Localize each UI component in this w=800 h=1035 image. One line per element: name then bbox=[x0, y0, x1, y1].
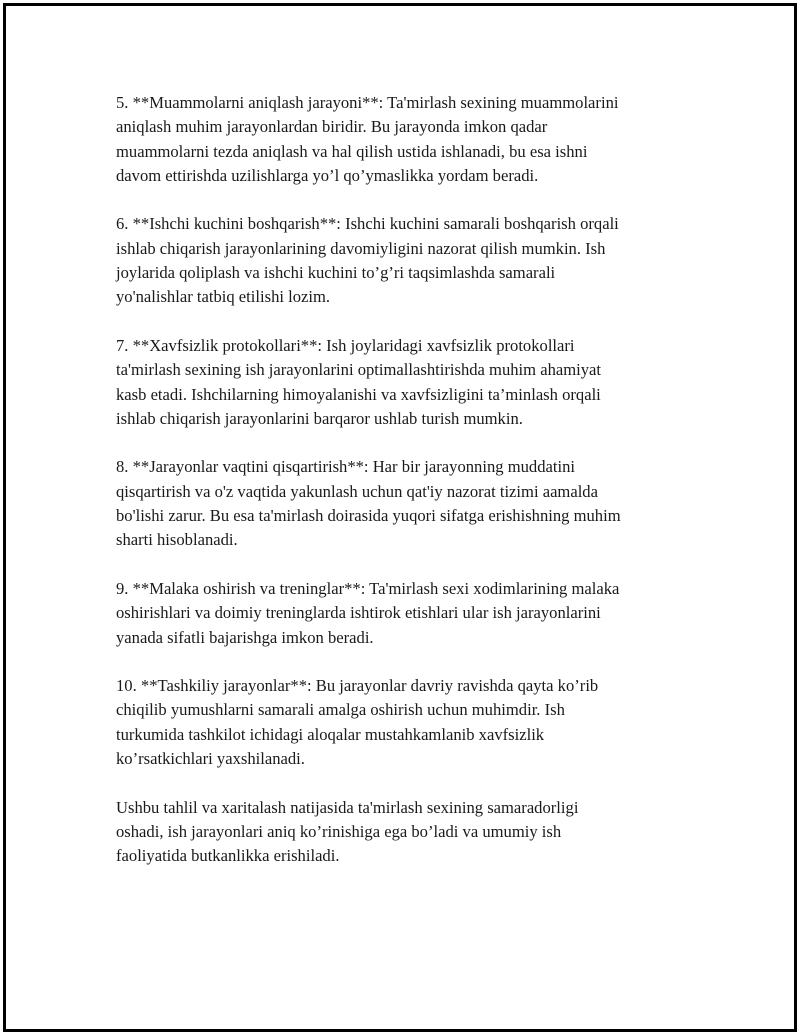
paragraph-item-7: 7. **Xavfsizlik protokollari**: Ish joylaridagi xavfsizlik protokollari ta'mirlash sexining ish jarayonlarini optimallashtirishda muhim ahamiyat kasb etadi. Ishchilarning himoyalanishi va xavfsizligini ta’minlash orqali ishlab chiqarish jarayonlarini barqaror ushlab turish mumkin. bbox=[116, 335, 602, 428]
paragraph-item-10: 10. **Tashkiliy jarayonlar**: Bu jarayonlar davriy ravishda qayta ko’rib chiqilib yumushlarni samarali amalga oshirish uchun muhimdir. Ish turkumida tashkilot ichidagi aloqalar mustahkamlanib xavfsizlik ko’rsatkichlari yaxshilanadi. bbox=[116, 676, 599, 769]
paragraph-item-5: 5. **Muammolarni aniqlash jarayoni**: Ta'mirlash sexining muammolarini aniqlash muhim jarayonlardan biridir. Bu jarayonda imkon qadar muammolarni tezda aniqlash va hal qilish ustida ishlanadi, bu esa ishni davom ettirishda uzilishlarga yo’l qo’ymaslikka yordam beradi. bbox=[116, 93, 619, 185]
paragraph-item-6: 6. **Ishchi kuchini boshqarish**: Ishchi kuchini samarali boshqarish orqali ishlab chiqarish jarayonlarining davomiyligini nazorat qilish mumkin. Ish joylarida qoliplash va ishchi kuchini to’g’ri taqsimlashda samarali yo'nalishlar tatbiq etilishi lozim. bbox=[116, 214, 619, 307]
document-body bbox=[116, 91, 686, 893]
paragraph-conclusion: Ushbu tahlil va xaritalash natijasida ta'mirlash sexining samaradorligi oshadi, ish jarayonlari aniq ko’rinishiga ega bo’ladi va umumiy ish faoliyatida butkanlikka erishiladi. bbox=[116, 797, 579, 866]
paragraph-item-9: 9. **Malaka oshirish va treninglar**: Ta'mirlash sexi xodimlarining malaka oshirishlari va doimiy treninglarda ishtirok etishlari ular ish jarayonlarini yanada sifatli bajarishga imkon beradi. bbox=[116, 578, 620, 647]
paragraph-item-8: 8. **Jarayonlar vaqtini qisqartirish**: Har bir jarayonning muddatini qisqartirish va o'z vaqtida yakunlash uchun qat'iy nazorat tizimi aamalda bo'lishi zarur. Bu esa ta'mirlash doirasida yuqori sifatga erishishning muhim sharti hisoblanadi. bbox=[116, 457, 621, 550]
